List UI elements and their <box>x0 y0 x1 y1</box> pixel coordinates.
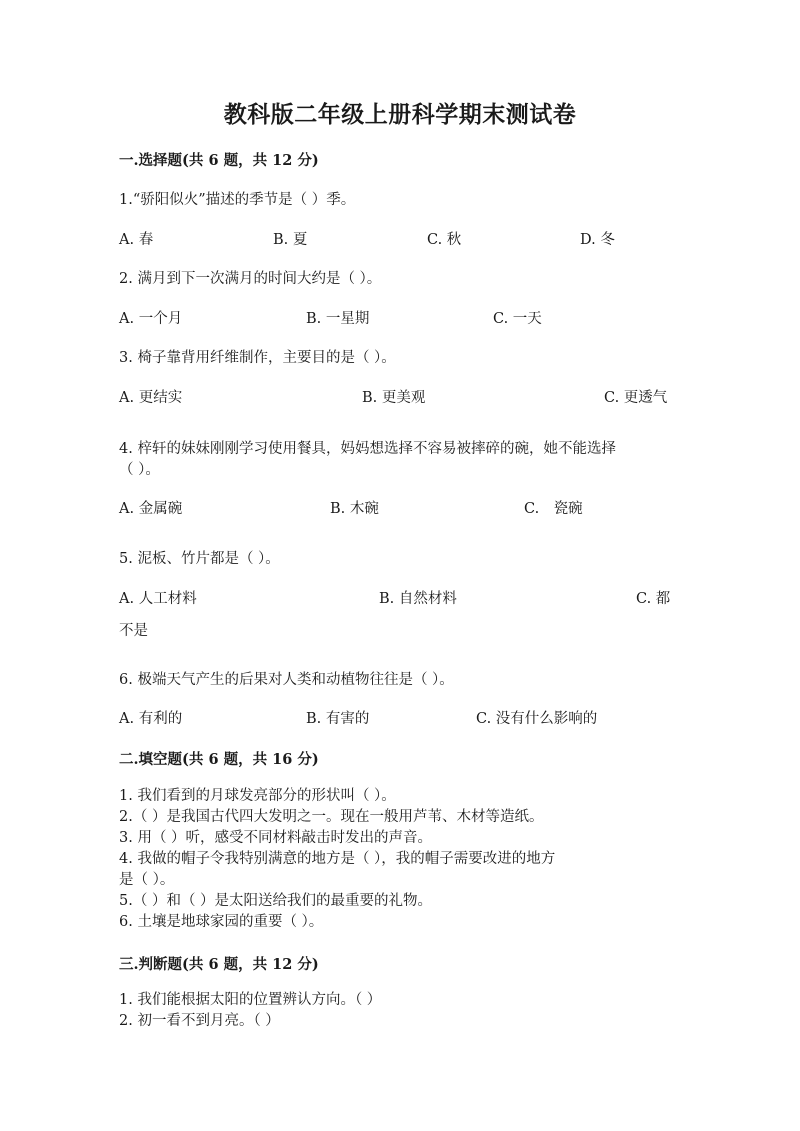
question-3-stem: 3. 椅子靠背用纤维制作，主要目的是（ ）。 <box>119 350 396 366</box>
fill-line-1: 1. 我们看到的月球发亮部分的形状叫（ ）。 <box>119 788 396 804</box>
section-heading-judge: 三.判断题(共 6 题，共 12 分) <box>119 956 319 973</box>
question-3-option-b: B. 更美观 <box>362 390 426 406</box>
question-4-option-b: B. 木碗 <box>330 501 379 517</box>
question-1-option-b: B. 夏 <box>273 232 308 248</box>
page-title: 教科版二年级上册科学期末测试卷 <box>223 101 577 128</box>
question-2-stem: 2. 满月到下一次满月的时间大约是（ ）。 <box>119 271 382 287</box>
question-5-option-a: A. 人工材料 <box>119 591 197 607</box>
question-3-option-c: C. 更透气 <box>604 390 668 406</box>
question-3-option-a: A. 更结实 <box>119 390 183 406</box>
question-2-option-a: A. 一个月 <box>119 311 183 327</box>
section-heading-fill: 二.填空题(共 6 题，共 16 分) <box>119 751 319 768</box>
fill-line-3: 3. 用（ ）听，感受不同材料敲击时发出的声音。 <box>119 830 433 846</box>
question-6-option-a: A. 有利的 <box>119 711 183 727</box>
question-1-option-d: D. 冬 <box>580 232 615 248</box>
question-4-stem-line1: 4. 梓轩的妹妹刚刚学习使用餐具，妈妈想选择不容易被摔碎的碗，她不能选择 <box>119 441 616 457</box>
question-6-option-b: B. 有害的 <box>306 711 370 727</box>
question-4-option-c: C. 瓷碗 <box>524 501 583 517</box>
question-6-option-c: C. 没有什么影响的 <box>476 711 598 727</box>
question-5-option-b: B. 自然材料 <box>379 591 457 607</box>
question-5-stem: 5. 泥板、竹片都是（ ）。 <box>119 551 280 567</box>
question-1-stem: 1.“骄阳似火”描述的季节是（ ）季。 <box>119 192 356 208</box>
question-1-option-c: C. 秋 <box>427 232 462 248</box>
question-5-option-c-continuation: 不是 <box>119 623 148 639</box>
question-1-option-a: A. 春 <box>119 232 154 248</box>
question-4-stem-line2: （ ）。 <box>119 462 160 478</box>
fill-line-5: 5.（ ）和（ ）是太阳送给我们的最重要的礼物。 <box>119 893 433 909</box>
fill-line-6: 6. 土壤是地球家园的重要（ ）。 <box>119 914 324 930</box>
judge-line-2: 2. 初一看不到月亮。（ ） <box>119 1013 280 1029</box>
question-2-option-c: C. 一天 <box>493 311 542 327</box>
question-4-option-a: A. 金属碗 <box>119 501 183 517</box>
question-6-stem: 6. 极端天气产生的后果对人类和动植物往往是（ ）。 <box>119 672 454 688</box>
question-5-option-c: C. 都 <box>636 591 671 607</box>
judge-line-1: 1. 我们能根据太阳的位置辨认方向。（ ） <box>119 992 382 1008</box>
question-2-option-b: B. 一星期 <box>306 311 370 327</box>
fill-line-4: 4. 我做的帽子令我特别满意的地方是（ ），我的帽子需要改进的地方 <box>119 851 556 867</box>
fill-line-2: 2.（ ）是我国古代四大发明之一。现在一般用芦苇、木材等造纸。 <box>119 809 544 825</box>
fill-line-4-continuation: 是（ ）。 <box>119 872 175 888</box>
section-heading-choice: 一.选择题(共 6 题，共 12 分) <box>119 152 319 169</box>
